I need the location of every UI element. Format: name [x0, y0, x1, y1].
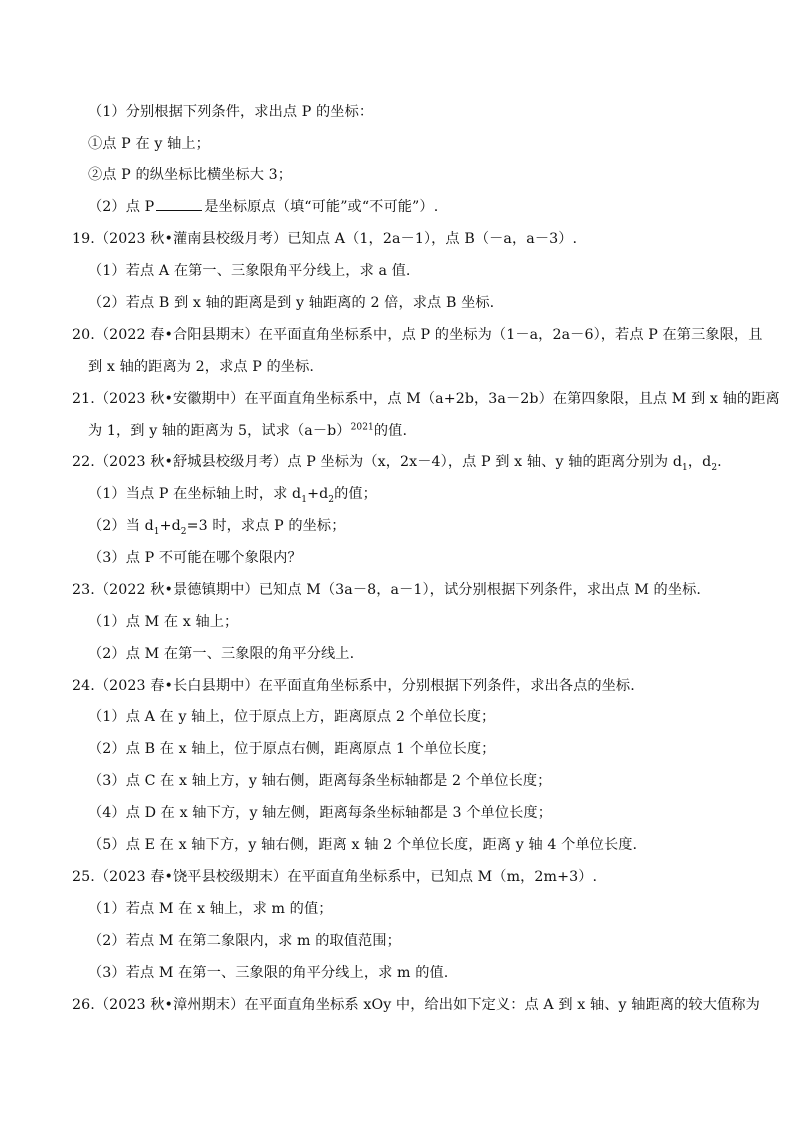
q18-part1-item1: ①点 P 在 y 轴上；	[88, 136, 210, 152]
q18-part2	[88, 198, 438, 216]
q23-part1: （1）点 M 在 x 轴上；	[88, 614, 239, 630]
q22-text3: .	[717, 454, 722, 470]
subscript: 2	[328, 494, 335, 505]
q22-p2-text: （2）当 d	[88, 518, 154, 534]
subscript: 2	[180, 526, 187, 537]
q22-part2	[88, 517, 346, 535]
q24-part2: （2）点 B 在 x 轴上，位于原点右侧，距离原点 1 个单位长度；	[88, 741, 496, 757]
q19-part2: （2）若点 B 到 x 轴的距离是到 y 轴距离的 2 倍，求点 B 坐标.	[88, 295, 495, 311]
q25-stem: 25.（2023 春•饶平县校级期末）在平面直角坐标系中，已知点 M（m，2m+3）.	[72, 869, 598, 885]
q19-part1: （1）若点 A 在第一、三象限角平分线上，求 a 值.	[88, 263, 411, 279]
q21-stem: 21.（2023 秋•安徽期中）在平面直角坐标系中，点 M（a+2b，3a－2b）在第四象限，且点 M 到 x 轴的距离	[72, 391, 780, 407]
subscript: 2	[711, 462, 718, 473]
q20-stem-cont: 到 x 轴的距离为 2，求点 P 的坐标.	[88, 359, 314, 375]
q21-stem-cont	[88, 422, 407, 440]
q21-text: 为 1，到 y 轴的距离为 5，试求（a－b）	[88, 423, 351, 439]
subscript: 1	[301, 494, 308, 505]
q24-stem: 24.（2023 春•长白县期中）在平面直角坐标系中，分别根据下列条件，求出各点的坐标.	[72, 678, 635, 694]
q22-p2-tail: =3 时，求点 P 的坐标；	[186, 518, 346, 534]
q22-text2: ，d	[687, 454, 712, 470]
q25-part1: （1）若点 M 在 x 轴上，求 m 的值；	[88, 901, 333, 917]
q21-exponent: 2021	[350, 422, 374, 433]
q20-stem: 20.（2022 春•合阳县期末）在平面直角坐标系中，点 P 的坐标为（1－a，2a－6），若点 P 在第三象限，且	[72, 327, 763, 343]
q25-part2: （2）若点 M 在第二象限内，求 m 的取值范围；	[88, 933, 401, 949]
q18-part1: （1）分别根据下列条件，求出点 P 的坐标：	[88, 104, 374, 120]
q22-p1-plus: +d	[307, 486, 329, 502]
q24-part1: （1）点 A 在 y 轴上，位于原点上方，距离原点 2 个单位长度；	[88, 709, 496, 725]
q22-part3: （3）点 P 不可能在哪个象限内？	[88, 550, 302, 566]
q24-part4: （4）点 D 在 x 轴下方，y 轴左侧，距离每条坐标轴都是 3 个单位长度；	[88, 805, 552, 821]
q22-p1-text: （1）当点 P 在坐标轴上时，求 d	[88, 486, 302, 502]
q24-part3: （3）点 C 在 x 轴上方，y 轴右侧，距离每条坐标轴都是 2 个单位长度；	[88, 773, 552, 789]
q22-part1	[88, 485, 377, 503]
q24-part5: （5）点 E 在 x 轴下方，y 轴右侧，距离 x 轴 2 个单位长度，距离 y 轴 4 个单位长度.	[88, 837, 638, 853]
q22-p2-plus: +d	[159, 518, 181, 534]
q22-p1-tail: 的值；	[334, 486, 377, 502]
subscript: 1	[682, 462, 688, 473]
q18-part1-item2: ②点 P 的纵坐标比横坐标大 3；	[88, 167, 293, 183]
q23-part2: （2）点 M 在第一、三象限的角平分线上.	[88, 646, 355, 662]
q26-stem: 26.（2023 秋•漳州期末）在平面直角坐标系 xOy 中，给出如下定义：点 A 到 x 轴、y 轴距离的较大值称为	[72, 997, 760, 1013]
answer-blank[interactable]	[156, 198, 202, 211]
q18-part2-prefix: （2）点 P	[88, 199, 155, 215]
q21-tail: 的值.	[373, 423, 408, 439]
q22-stem	[72, 453, 722, 471]
q23-stem: 23.（2022 秋•景德镇期中）已知点 M（3a－8，a－1），试分别根据下列条件，求出点 M 的坐标.	[72, 582, 702, 598]
q22-text: 22.（2023 秋•舒城县校级月考）点 P 坐标为（x，2x－4），点 P 到 x 轴、y 轴的距离分别为 d	[72, 454, 682, 470]
subscript: 1	[153, 526, 160, 537]
q25-part3: （3）若点 M 在第一、三象限的角平分线上，求 m 的值.	[88, 965, 449, 981]
q19-stem: 19.（2023 秋•灌南县校级月考）已知点 A（1，2a－1），点 B（－a，a－3）.	[72, 231, 578, 247]
q18-part2-suffix: 是坐标原点（填“可能”或“不可能”）.	[204, 199, 439, 215]
